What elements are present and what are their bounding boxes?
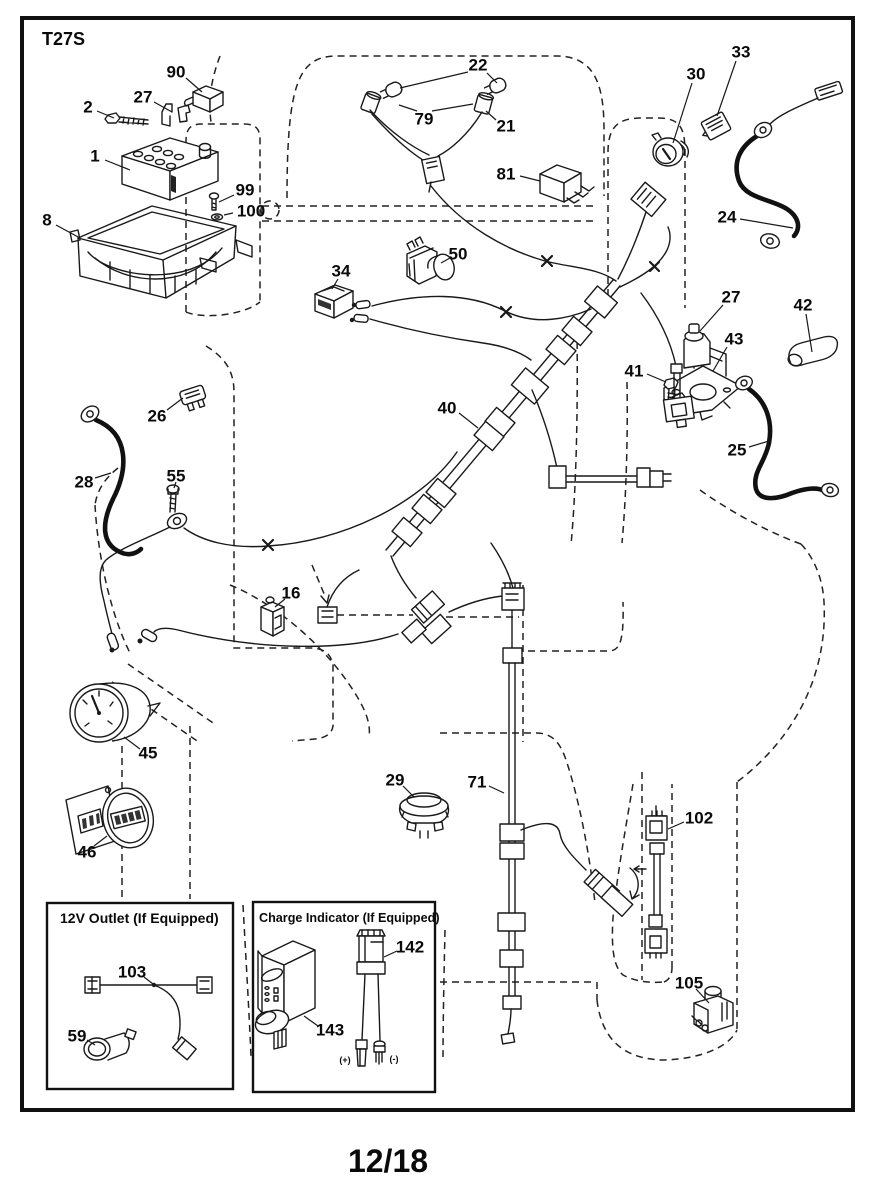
battery-tray-illustration [70,206,252,298]
callout-number-55: 55 [166,466,186,486]
bolt-55 [165,485,189,532]
fuse-26 [179,385,208,412]
inset-charge-indicator [252,902,439,1092]
callout-number-40: 40 [437,398,457,418]
callout-number-100: 100 [236,201,266,221]
callout-number-28: 28 [74,472,94,492]
callout-number-29: 29 [385,770,405,790]
callout-leader-79 [432,104,473,111]
callout-number-99: 99 [235,180,255,200]
negative-terminal-label: (-) [389,1054,399,1064]
harness-branch-wires [100,186,695,653]
callout-number-103: 103 [117,962,147,982]
callout-leader-29 [403,786,414,797]
harness-102 [634,806,667,958]
callout-number-71: 71 [467,772,487,792]
callout-number-21: 21 [496,116,516,136]
callout-number-142: 142 [395,937,425,957]
callout-number-2: 2 [83,97,93,117]
callout-number-59: 59 [67,1026,87,1046]
inset-charge-indicator-title: Charge Indicator (If Equipped) [259,911,440,925]
screw-99 [210,193,219,210]
callout-number-105: 105 [674,973,704,993]
callout-number-33: 33 [731,42,751,62]
positive-terminal-label: (+) [339,1055,351,1065]
callout-number-1: 1 [90,146,100,166]
battery-bolt-2 [105,113,148,125]
callout-number-26: 26 [147,406,167,426]
callout-leader-30 [673,83,692,143]
page-number: 12/18 [347,1143,429,1179]
harness-71 [491,543,639,1044]
callout-leader-41 [647,374,666,382]
callout-leader-21 [486,111,496,120]
connector-90 [185,86,224,112]
hour-meter-34 [315,285,353,318]
battery-clamp-27 [162,104,190,126]
terminal-boot-42 [787,336,838,367]
callout-number-79: 79 [414,109,434,129]
callout-leader-8 [56,225,80,238]
callout-leader-24 [740,219,793,228]
callout-number-42: 42 [793,295,813,315]
callout-number-34: 34 [331,261,351,281]
headlight-harness [360,76,507,192]
callout-leader-90 [186,78,202,92]
cap-29 [400,793,449,838]
relay-81 [540,165,594,203]
washer-100 [212,214,223,220]
callout-number-81: 81 [496,164,516,184]
positive-battery-cable-24 [737,81,843,250]
callout-number-30: 30 [686,64,706,84]
callout-number-25: 25 [727,440,747,460]
fuse-33 [697,112,731,143]
callout-number-22: 22 [468,55,488,75]
callout-number-46: 46 [77,842,97,862]
callout-number-41: 41 [624,361,644,381]
callout-leader-100 [224,213,233,215]
callout-number-102: 102 [684,808,714,828]
fuel-gauge-45 [70,683,160,742]
callout-number-43: 43 [724,329,744,349]
callout-number-90: 90 [166,62,186,82]
callout-leader-27 [700,305,723,331]
callout-number-24: 24 [717,207,737,227]
callout-leader-102 [668,822,684,829]
callout-leader-22 [400,72,468,88]
callout-number-50: 50 [448,244,468,264]
callout-leader-26 [167,398,183,410]
callout-number-143: 143 [315,1020,345,1040]
callout-leader-81 [520,176,540,181]
callout-number-45: 45 [138,743,158,763]
ground-cable-25 [734,374,840,498]
inset-12v-outlet-title: 12V Outlet (If Equipped) [60,910,219,926]
callout-number-27: 27 [133,87,153,107]
callout-leader-71 [489,786,504,793]
inset-12v-outlet [47,903,233,1089]
callout-number-16: 16 [281,583,301,603]
callout-leader-99 [219,195,234,202]
callout-number-27: 27 [721,287,741,307]
callout-number-8: 8 [42,210,52,230]
sheet-code: T27S [42,29,86,49]
callout-leader-33 [717,61,736,116]
switch-105 [692,987,733,1034]
ignition-switch-30 [652,133,688,166]
battery-illustration [122,138,218,200]
callout-leader-40 [459,413,478,428]
inset-12v-outlet-box [47,903,233,1089]
